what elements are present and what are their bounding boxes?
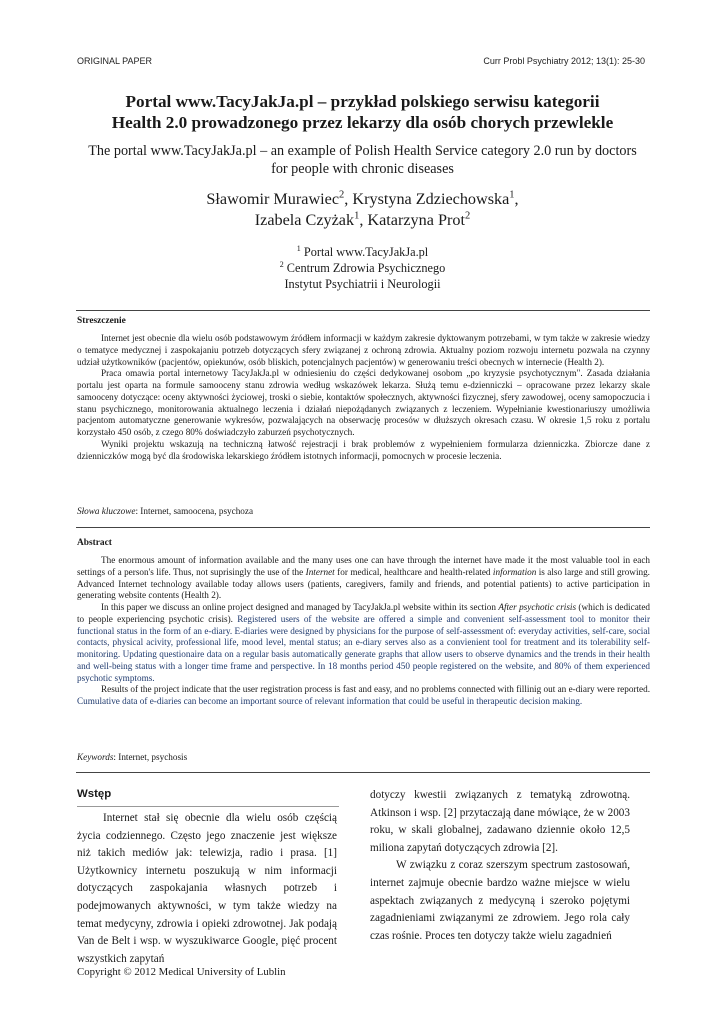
author-affiliation-mark: 1 (354, 210, 360, 222)
journal-section-label: ORIGINAL PAPER (77, 56, 153, 66)
body-paragraph: W związku z coraz szerszym spectrum zastosowań, internet zajmuje obecnie bardzo ważne miejsce w wielu aspektach związanych z medycyną i szeroko pojętymi zagadnieniami związanymi ze zdrowiem. Jego rola cały czas rośnie. Proces ten dotyczy także wielu zagadnień (370, 859, 630, 942)
streszczenie-paragraph: Internet jest obecnie dla wielu osób podstawowym źródłem informacji w każdym zakresie dyktowanym potrzebami, w tym także w zakresie wiedzy o tematyce medycznej i zaspokajaniu potrzeb dotyczących sfery związanej z ochroną zdrowia. Aktualny poziom rozwoju internetu pozwala na czynny udział użytkowników (pacjentów, opiekunów, osób bliskich, potencjalnych pacjentów) w generowaniu treści obecnych w internecie (Health 2). (77, 333, 650, 367)
streszczenie-heading: Streszczenie (77, 316, 126, 326)
streszczenie-body (77, 333, 650, 462)
slowa-kluczowe (77, 506, 253, 516)
slowa-kluczowe-value: : Internet, samoocena, psychoza (135, 506, 254, 516)
author-affiliation-mark: 1 (509, 189, 515, 201)
streszczenie-paragraph: Praca omawia portal internetowy TacyJakJa.pl w odniesieniu do części dedykowanej osobom „po kryzysie psychotycznym". Zasada działania portalu jest oparta na formule samooceny stanu zdrowia według wskazówek lekarza. Służą temu e-dzienniczki – opracowane przez lekarzy skale samooceny dotyczące: oceny aktywności życiowej, troski o siebie, kontaktów społecznych, aktywności fizycznej, sfery zawodowej, oceny samopoczucia i stanu psychicznego, monitorowania aktualnego leczenia i działań niepożądanych związanych z leczeniem. Wypełnianie kwestionariuszy umożliwia pacjentom automatyczne generowanie wykresów, pozwalających na obserwację procesów w dłuższych okresach czasu. W okresie 1,5 roku z portalu korzystało 450 osób, z czego 80% doświadczyło zaburzeń psychotycznych. (77, 368, 650, 437)
abstract-heading: Abstract (77, 538, 112, 548)
body-column-left (77, 810, 337, 968)
divider (76, 772, 650, 773)
wstep-heading: Wstęp (77, 788, 112, 800)
title-line-1: Portal www.TacyJakJa.pl – przykład polskiego serwisu kategorii (125, 92, 600, 111)
subtitle-line-1: The portal www.TacyJakJa.pl – an example of Polish Health Service category 2.0 run by doctors (88, 143, 637, 159)
divider (76, 310, 650, 311)
abstract-paragraph: In this paper we discuss an online project designed and managed by TacyJakJa.pl website within its section After psychotic crisis (which is dedicated to people experiencing psychotic crisis). Registered users of the website are offered a simple and convenient self-assessment tool to monitor their functional status in the form of an e-diary. E-diaries were designed by physicians for the purpose of self-assessment of: everyday activities, self-care, social contacts, physical acivity, professional life, mood level, mental status; an e-diary serves also as a convienient tool for treatment and its tolerability self-monitoring. Updating questionaire data on a regular basis automatically generate graphs that allow users to observe dynamics and the trends in their health and well-being status with a longer time frame and perspective. In 18 months period 450 people registered on the website, and 80% of them experienced psychotic symptoms. (77, 602, 651, 683)
copyright-footer: Copyright © 2012 Medical University of Lublin (77, 966, 286, 978)
abstract-paragraph: The enormous amount of information available and the many uses one can have through the internet have made it the most valuable tool in each settings of a person's life. Thus, not suprisingly the use of the Internet for medical, healthcare and health-related information is also large and still growing. Advanced Internet technology available today allows users (patients, caregivers, family and friends, and potential patients) to active participation in generating website contents (Health 2). (77, 555, 650, 601)
author-name: Krystyna Zdziechowska (352, 190, 510, 208)
author-name: Katarzyna Prot (367, 211, 465, 229)
title-line-2: Health 2.0 prowadzonego przez lekarzy dla osób chorych przewlekle (111, 113, 614, 132)
keywords-value: : Internet, psychosis (113, 752, 188, 762)
authors-line-1: Sławomir Murawiec$^2$, Krystyna Zdziechowska$^1$, (206, 189, 519, 208)
author-affiliation-mark: 2 (464, 210, 471, 222)
keywords-label: Keywords (77, 752, 114, 762)
author-list (60, 189, 665, 231)
journal-citation: Curr Probl Psychiatry 2012; 13(1): 25-30 (483, 56, 645, 66)
article-title-polish (60, 91, 665, 133)
body-paragraph: dotyczy kwestii związanych z tematyką zdrowotną. Atkinson i wsp. [2] przytaczają dane mówiące, że w 2003 roku, w skali globalnej, zadawano dziennie około 12,5 miliona zapytań dotyczących zdrowia [2]. (370, 789, 630, 854)
abstract-paragraph: Results of the project indicate that the user registration process is fast and easy, and no problems connected with fillinig out an e-diary were reported. Cumulative data of e-diaries can become an important source of relevant information that could be useful in therapeutic decision making. (77, 684, 650, 706)
author-name: Sławomir Murawiec (206, 190, 340, 208)
affiliation-2-institute: Instytut Psychiatrii i Neurologii (284, 277, 441, 291)
streszczenie-paragraph: Wyniki projektu wskazują na techniczną łatwość rejestracji i brak problemów z wypełnieniem formularza dzienniczka. Zbiorcze dane z dzienniczków mogą być dla środowiska lekarskiego źródłem istotnych informacji, pomocnych w procesie leczenia. (77, 438, 650, 461)
divider (76, 527, 650, 528)
affiliations (60, 244, 665, 292)
body-paragraph: Internet stał się obecnie dla wielu osób częścią życia codziennego. Często jego znaczenie jest większe niż takich mediów jak: telewizja, radio i prasa. [1] Użytkownicy internetu poszukują w nim informacji dotyczących zaspokajania własnych potrzeb i podejmowanych aktywności, w tym także wiedzy na temat medycyny, zdrowia i opieki zdrowotnej. Jak podają Van de Belt i wsp. w wyszukiwarce Google, pięć procent wszystkich zapytań (77, 812, 337, 965)
keywords (77, 752, 187, 762)
author-name: Izabela Czyżak (254, 211, 355, 229)
abstract-body (77, 555, 650, 708)
wstep-divider (77, 806, 339, 807)
authors-line-2: Izabela Czyżak$^1$, Katarzyna Prot$^2$ (254, 210, 471, 229)
subtitle-line-2: for people with chronic diseases (271, 161, 454, 177)
author-affiliation-mark: 2 (339, 189, 345, 201)
article-title-english (60, 142, 665, 178)
affiliation-1: $^1$ Portal www.TacyJakJa.pl (296, 243, 429, 259)
body-column-right (370, 787, 630, 945)
slowa-kluczowe-label: Słowa kluczowe (77, 506, 136, 516)
affiliation-2: $^2$ Centrum Zdrowia Psychicznego (279, 259, 446, 275)
